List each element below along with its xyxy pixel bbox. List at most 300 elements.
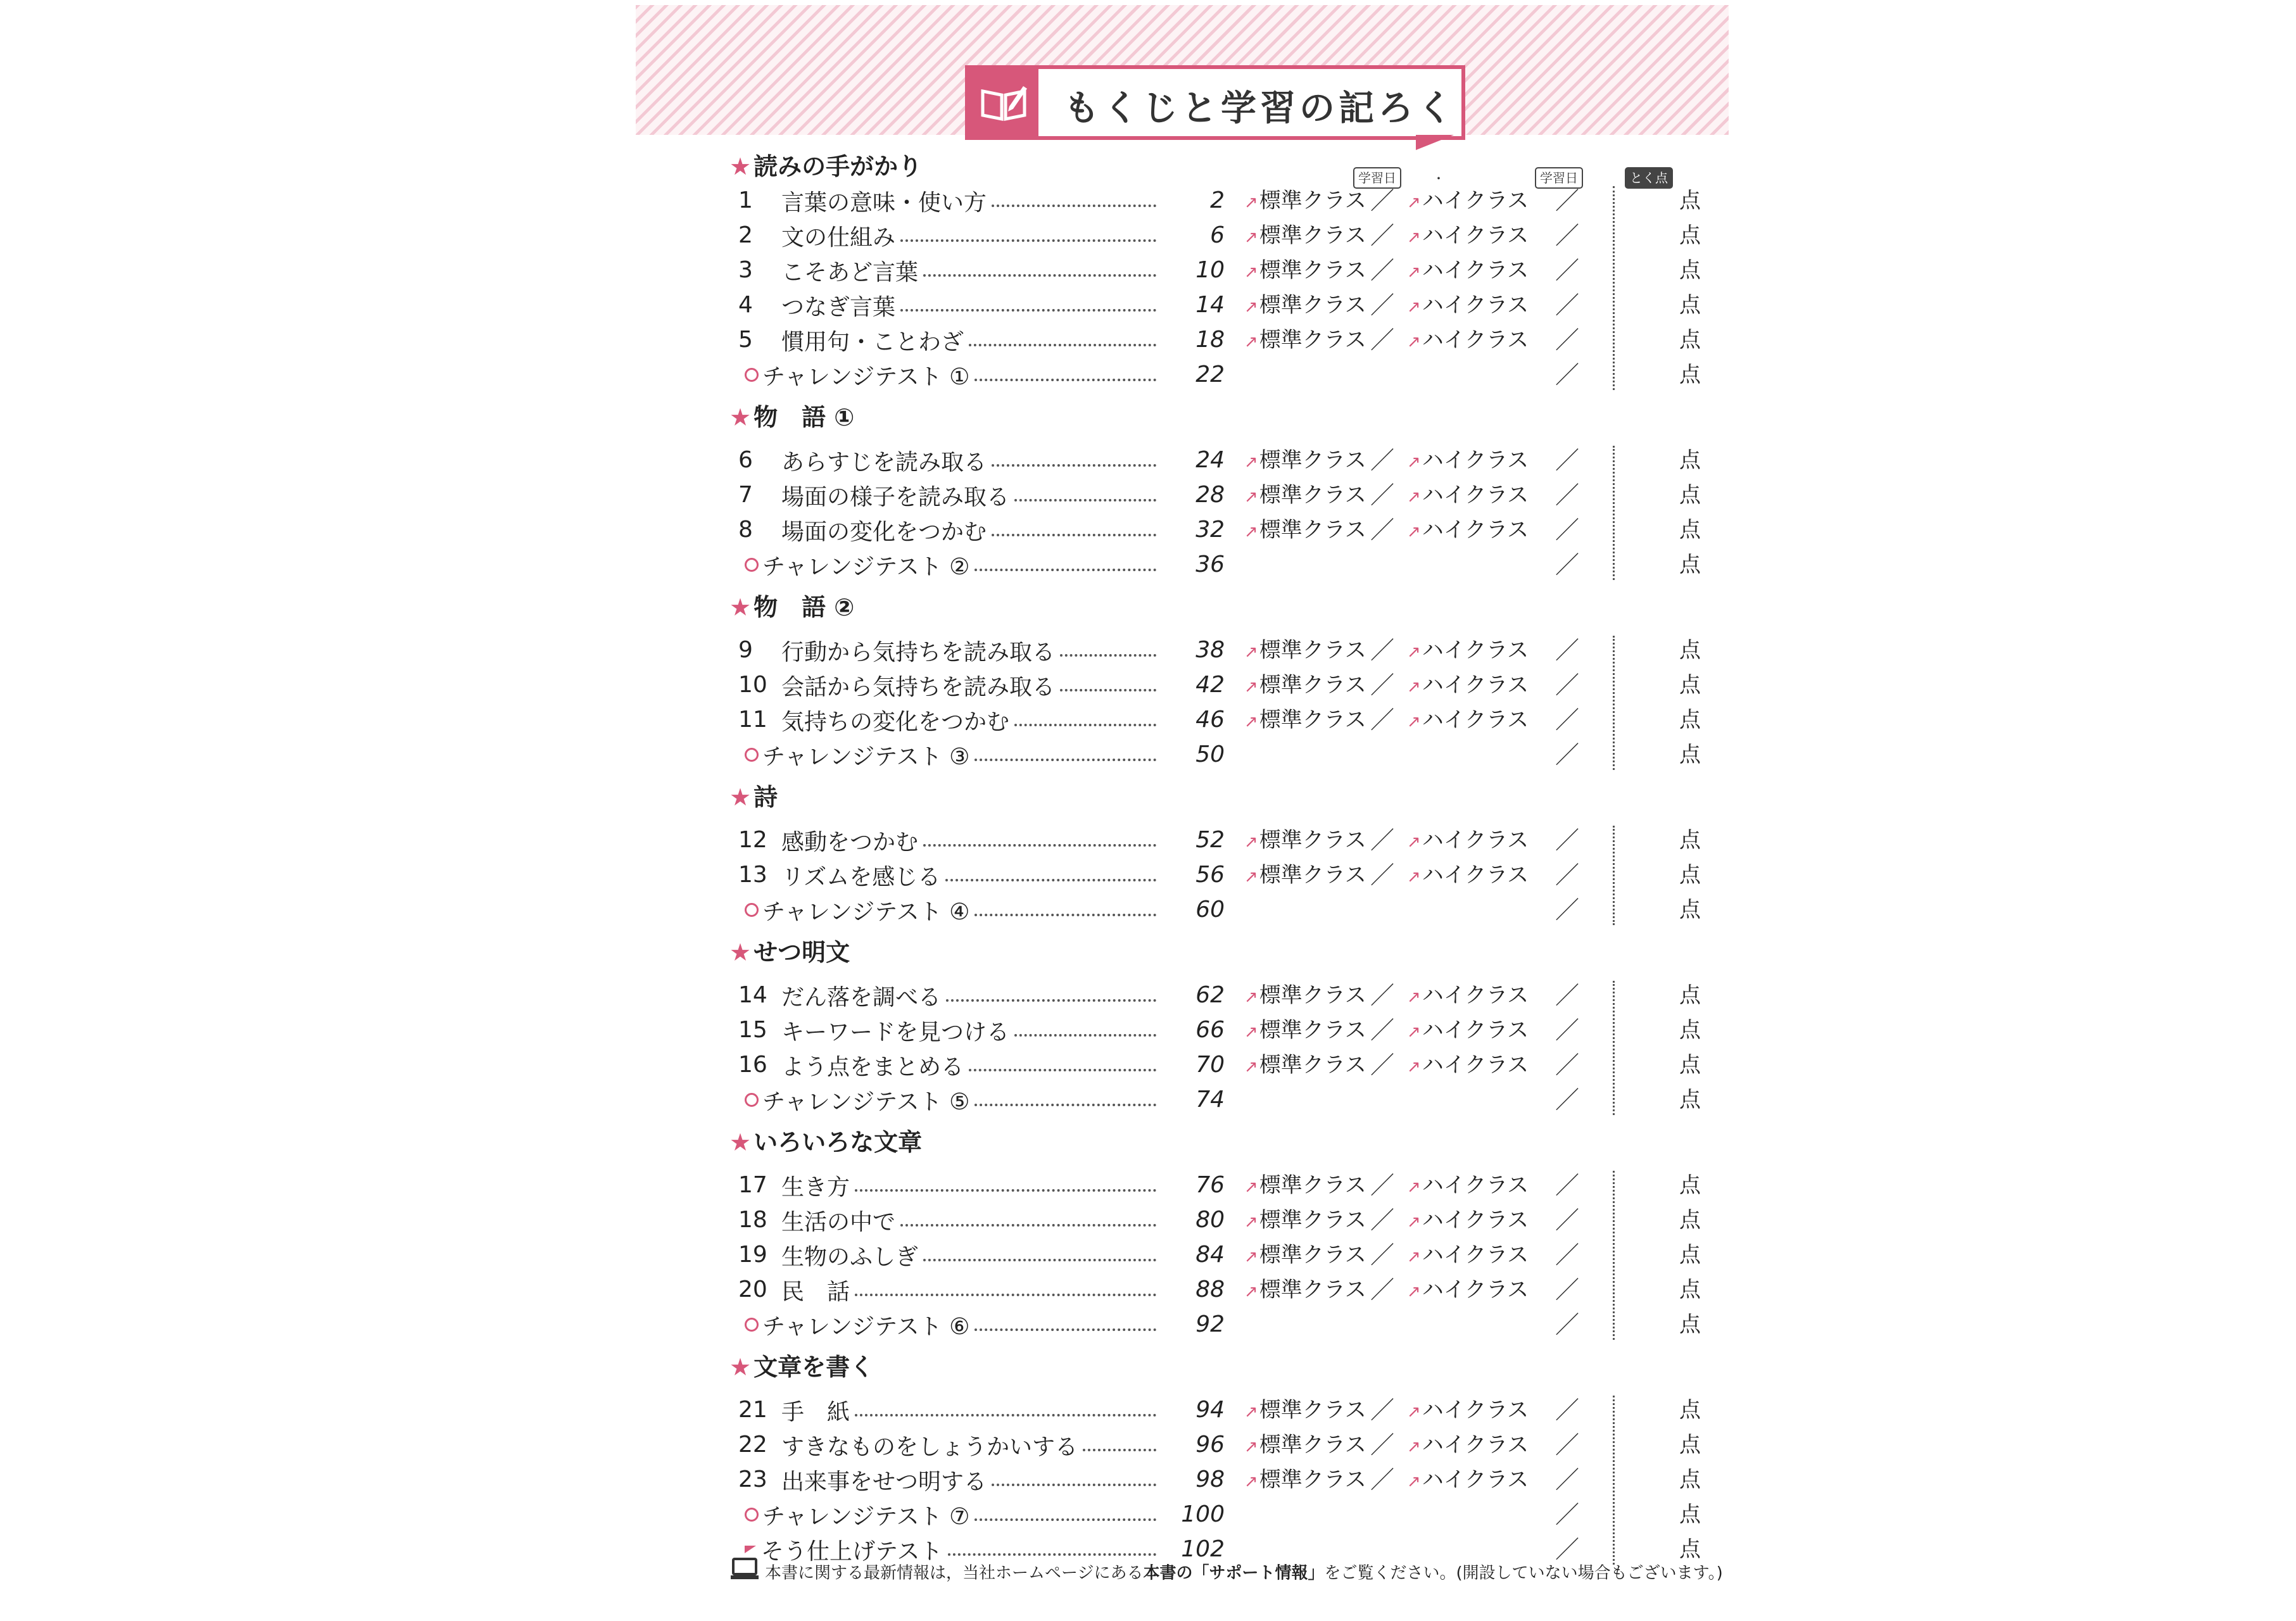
standard-class-label[interactable] [1244, 633, 1366, 669]
study-date-slash-high[interactable]: ／ [1555, 861, 1580, 889]
footer-text-3: をご覧ください。(開設していない場合もございます。) [1324, 1563, 1723, 1583]
lesson-number: 9 [738, 637, 753, 663]
lesson-row[interactable] [636, 1238, 1729, 1272]
study-date-slash-standard[interactable]: ／ [1370, 291, 1395, 319]
score-point[interactable]: 点 [1679, 1467, 1701, 1492]
lesson-number: 14 [738, 982, 767, 1008]
standard-class-label-text: 標準クラス [1259, 1208, 1366, 1233]
challenge-test-row[interactable] [636, 893, 1729, 927]
standard-class-label[interactable] [1244, 1273, 1366, 1309]
lesson-title: チャレンジテスト ② [762, 553, 970, 580]
title-box [965, 65, 1465, 140]
standard-class-label[interactable] [1244, 1013, 1366, 1049]
lesson-row[interactable] [636, 823, 1729, 857]
dot-leader [948, 1553, 1156, 1556]
check-tick-icon: ↗ [1244, 1057, 1258, 1076]
check-tick-icon: ↗ [1407, 867, 1421, 886]
score-point[interactable]: 点 [1679, 293, 1701, 318]
challenge-test-row[interactable] [636, 358, 1729, 392]
notebook-pencil-icon [969, 69, 1038, 136]
lesson-title-cell [745, 1498, 1161, 1532]
check-tick-icon: ↗ [1244, 643, 1258, 662]
score-point[interactable]: 点 [1679, 897, 1701, 923]
study-date-slash-high[interactable]: ／ [1555, 896, 1580, 924]
study-date-slash-high[interactable]: ／ [1555, 1276, 1580, 1304]
study-date-slash-high[interactable]: ／ [1555, 1241, 1580, 1269]
lesson-row[interactable] [636, 1463, 1729, 1497]
score-point[interactable]: 点 [1679, 188, 1701, 213]
study-date-slash-high[interactable]: ／ [1555, 1206, 1580, 1234]
score-divider-line [1613, 186, 1615, 390]
study-date-slash-high[interactable]: ／ [1555, 826, 1580, 854]
lesson-title-cell [781, 288, 1161, 322]
study-date-slash-standard[interactable]: ／ [1370, 1276, 1395, 1304]
high-class-label[interactable] [1407, 1238, 1529, 1274]
standard-class-label-text: 標準クラス [1259, 828, 1366, 853]
study-date-slash-standard[interactable]: ／ [1370, 636, 1395, 664]
study-date-slash-high[interactable]: ／ [1555, 1171, 1580, 1199]
study-date-slash-standard[interactable]: ／ [1370, 1466, 1395, 1494]
study-date-slash-high[interactable]: ／ [1555, 326, 1580, 354]
high-class-label[interactable] [1407, 1168, 1529, 1204]
study-date-slash-high[interactable]: ／ [1555, 1536, 1580, 1563]
lesson-row[interactable] [636, 1393, 1729, 1427]
computer-icon [731, 1558, 759, 1589]
dot-leader [975, 914, 1156, 916]
score-point[interactable]: 点 [1679, 1208, 1701, 1233]
study-date-slash-high[interactable]: ／ [1555, 446, 1580, 474]
lesson-row[interactable] [636, 218, 1729, 253]
lesson-title: 生き方 [781, 1174, 850, 1201]
study-date-slash-standard[interactable]: ／ [1370, 861, 1395, 889]
check-tick-icon: ↗ [1407, 988, 1421, 1007]
page-number: 96 [1195, 1432, 1225, 1458]
high-class-label-text: ハイクラス [1422, 293, 1529, 318]
dot-leader [992, 1484, 1156, 1486]
study-date-slash-standard[interactable]: ／ [1370, 481, 1395, 509]
score-point[interactable]: 点 [1679, 707, 1701, 733]
challenge-test-row[interactable] [636, 738, 1729, 772]
dot-leader [923, 844, 1156, 847]
standard-class-label[interactable] [1244, 1463, 1366, 1499]
score-point[interactable]: 点 [1679, 638, 1701, 663]
study-day-tag-high: 学習日 [1535, 167, 1583, 189]
lesson-title-cell [781, 1463, 1161, 1497]
section-title: 物 語 ② [754, 593, 855, 621]
lesson-row[interactable] [636, 478, 1729, 512]
study-date-slash-high[interactable]: ／ [1555, 361, 1580, 389]
high-class-label[interactable] [1407, 823, 1529, 859]
dot-leader [945, 879, 1156, 881]
high-class-label[interactable] [1407, 184, 1529, 220]
study-date-slash-standard[interactable]: ／ [1370, 1016, 1395, 1044]
star-icon: ★ [729, 1128, 752, 1156]
standard-class-label-text: 標準クラス [1259, 258, 1366, 283]
standard-class-label[interactable] [1244, 703, 1366, 739]
standard-class-label-text: 標準クラス [1259, 517, 1366, 543]
score-point[interactable]: 点 [1679, 1502, 1701, 1527]
lesson-row[interactable] [636, 288, 1729, 322]
lesson-row[interactable] [636, 443, 1729, 477]
check-tick-icon: ↗ [1244, 298, 1258, 317]
section-title: 文章を書く [754, 1353, 874, 1381]
high-class-label-text: ハイクラス [1422, 483, 1529, 508]
high-class-label[interactable] [1407, 668, 1529, 704]
high-class-label[interactable] [1407, 513, 1529, 549]
standard-class-label[interactable] [1244, 858, 1366, 894]
study-date-slash-standard[interactable]: ／ [1370, 256, 1395, 284]
score-point[interactable]: 点 [1679, 1173, 1701, 1198]
score-point[interactable]: 点 [1679, 517, 1701, 543]
study-date-slash-standard[interactable]: ／ [1370, 1051, 1395, 1079]
lesson-title: 場面の変化をつかむ [781, 519, 987, 545]
high-class-label[interactable] [1407, 443, 1529, 479]
lesson-title: 場面の様子を読み取る [781, 484, 1010, 510]
dot-leader [1060, 689, 1156, 691]
lesson-title-cell [745, 1308, 1161, 1342]
study-date-slash-standard[interactable]: ／ [1370, 1206, 1395, 1234]
page-number: 88 [1195, 1277, 1225, 1302]
standard-class-label-text: 標準クラス [1259, 223, 1366, 248]
standard-class-label[interactable] [1244, 978, 1366, 1014]
lesson-row[interactable] [636, 1013, 1729, 1047]
lesson-number: 12 [738, 827, 767, 853]
high-class-label[interactable] [1407, 478, 1529, 514]
score-point[interactable]: 点 [1679, 552, 1701, 577]
study-date-slash-high[interactable]: ／ [1555, 741, 1580, 769]
score-point[interactable]: 点 [1679, 1018, 1701, 1043]
standard-class-label[interactable] [1244, 1238, 1366, 1274]
lesson-title-cell [781, 703, 1161, 737]
challenge-test-row[interactable] [636, 1308, 1729, 1342]
check-tick-icon: ↗ [1407, 1057, 1421, 1076]
score-divider-line [1613, 636, 1615, 770]
check-tick-icon: ↗ [1244, 1403, 1258, 1422]
star-icon: ★ [729, 783, 752, 811]
challenge-test-row[interactable] [636, 1498, 1729, 1532]
lesson-title: チャレンジテスト ④ [762, 899, 970, 925]
high-class-label-text: ハイクラス [1422, 1467, 1529, 1492]
page-number: 42 [1195, 672, 1225, 698]
standard-class-label[interactable] [1244, 1048, 1366, 1084]
study-date-slash-high[interactable]: ／ [1555, 1431, 1580, 1459]
score-point[interactable]: 点 [1679, 1052, 1701, 1078]
lesson-title-cell [781, 478, 1161, 512]
dot-leader [992, 464, 1156, 467]
standard-class-label-text: 標準クラス [1259, 638, 1366, 663]
standard-class-label-text: 標準クラス [1259, 672, 1366, 698]
study-date-slash-standard[interactable]: ／ [1370, 222, 1395, 249]
standard-class-label[interactable] [1244, 288, 1366, 324]
dot-leader [969, 1069, 1156, 1071]
score-point[interactable]: 点 [1679, 448, 1701, 473]
high-class-label[interactable] [1407, 703, 1529, 739]
study-date-slash-high[interactable]: ／ [1555, 256, 1580, 284]
high-class-label[interactable] [1407, 218, 1529, 255]
lesson-row[interactable] [636, 668, 1729, 702]
score-point[interactable]: 点 [1679, 862, 1701, 888]
footer-support-link[interactable]: 本書の「サポート情報」 [1143, 1563, 1325, 1583]
dot-leader [1014, 724, 1156, 726]
lesson-title-cell [781, 443, 1161, 477]
standard-class-label[interactable] [1244, 184, 1366, 220]
high-class-label[interactable] [1407, 253, 1529, 289]
lesson-number: 13 [738, 862, 767, 888]
high-class-label[interactable] [1407, 1428, 1529, 1464]
standard-class-label[interactable] [1244, 1203, 1366, 1239]
score-point[interactable]: 点 [1679, 1432, 1701, 1458]
lesson-number: 1 [738, 187, 753, 213]
lesson-number: 19 [738, 1242, 767, 1268]
score-point[interactable]: 点 [1679, 983, 1701, 1008]
lesson-row[interactable] [636, 323, 1729, 357]
lesson-row[interactable] [636, 513, 1729, 547]
lesson-title-cell [781, 513, 1161, 547]
lesson-title-cell [781, 633, 1161, 667]
lesson-row[interactable] [636, 1428, 1729, 1462]
check-tick-icon: ↗ [1407, 228, 1421, 247]
score-point[interactable]: 点 [1679, 1087, 1701, 1113]
section-title: せつ明文 [754, 938, 850, 966]
lesson-title-cell [781, 184, 1161, 218]
study-date-slash-high[interactable]: ／ [1555, 1311, 1580, 1339]
high-class-label-text: ハイクラス [1422, 638, 1529, 663]
page-number: 66 [1195, 1017, 1225, 1043]
score-point[interactable]: 点 [1679, 327, 1701, 353]
study-date-slash-standard[interactable]: ／ [1370, 826, 1395, 854]
page-number: 28 [1195, 482, 1225, 508]
score-point[interactable]: 点 [1679, 483, 1701, 508]
study-date-slash-standard[interactable]: ／ [1370, 326, 1395, 354]
lesson-title: チャレンジテスト ⑥ [762, 1313, 970, 1340]
challenge-test-row[interactable] [636, 1083, 1729, 1117]
study-date-slash-high[interactable]: ／ [1555, 187, 1580, 215]
high-class-label-text: ハイクラス [1422, 1208, 1529, 1233]
target-icon [745, 903, 759, 917]
lesson-title: チャレンジテスト ⑤ [762, 1088, 970, 1115]
lesson-number: 22 [738, 1432, 767, 1458]
study-date-slash-standard[interactable]: ／ [1370, 1431, 1395, 1459]
lesson-row[interactable] [636, 978, 1729, 1012]
score-point[interactable]: 点 [1679, 1242, 1701, 1268]
study-date-slash-high[interactable]: ／ [1555, 516, 1580, 544]
lesson-title: よう点をまとめる [781, 1054, 964, 1080]
section-header [729, 590, 854, 624]
score-point[interactable]: 点 [1679, 1277, 1701, 1302]
lesson-title-cell [781, 1273, 1161, 1307]
page-number: 102 [1181, 1536, 1225, 1562]
high-class-label-text: ハイクラス [1422, 258, 1529, 283]
standard-class-label[interactable] [1244, 513, 1366, 549]
check-tick-icon: ↗ [1244, 1437, 1258, 1456]
dot-leader [975, 1104, 1156, 1106]
section-header [729, 149, 922, 184]
lesson-title: だん落を調べる [781, 984, 942, 1011]
high-class-label[interactable] [1407, 1463, 1529, 1499]
standard-class-label[interactable] [1244, 443, 1366, 479]
standard-class-label[interactable] [1244, 1428, 1366, 1464]
title-tail [1416, 135, 1454, 150]
star-icon: ★ [729, 1353, 752, 1381]
standard-class-label[interactable] [1244, 478, 1366, 514]
study-date-slash-standard[interactable]: ／ [1370, 516, 1395, 544]
high-class-label[interactable] [1407, 1273, 1529, 1309]
lesson-title-cell [781, 1238, 1161, 1272]
lesson-row[interactable] [636, 1168, 1729, 1202]
dot-leader [992, 534, 1156, 536]
check-tick-icon: ↗ [1244, 1213, 1258, 1232]
high-class-label[interactable] [1407, 858, 1529, 894]
score-point[interactable]: 点 [1679, 362, 1701, 388]
lesson-number: 6 [738, 447, 753, 473]
standard-class-label-text: 標準クラス [1259, 1467, 1366, 1492]
study-date-slash-standard[interactable]: ／ [1370, 1171, 1395, 1199]
lesson-row[interactable] [636, 1273, 1729, 1307]
study-date-slash-high[interactable]: ／ [1555, 1086, 1580, 1114]
score-point[interactable]: 点 [1679, 223, 1701, 248]
high-class-label[interactable] [1407, 1013, 1529, 1049]
footer-note [731, 1558, 1723, 1589]
study-date-slash-high[interactable]: ／ [1555, 1466, 1580, 1494]
dot-leader [855, 1189, 1156, 1192]
study-date-slash-standard[interactable]: ／ [1370, 671, 1395, 699]
standard-class-label[interactable] [1244, 668, 1366, 704]
standard-class-label-text: 標準クラス [1259, 983, 1366, 1008]
lesson-title: チャレンジテスト ③ [762, 743, 970, 770]
target-icon [745, 368, 759, 382]
high-class-label-text: ハイクラス [1422, 828, 1529, 853]
score-point[interactable]: 点 [1679, 828, 1701, 853]
study-date-slash-high[interactable]: ／ [1555, 222, 1580, 249]
score-point[interactable]: 点 [1679, 672, 1701, 698]
study-date-slash-high[interactable]: ／ [1555, 671, 1580, 699]
lesson-number: 5 [738, 327, 753, 353]
high-class-label[interactable] [1407, 1203, 1529, 1239]
check-tick-icon: ↗ [1244, 1472, 1258, 1491]
check-tick-icon: ↗ [1407, 263, 1421, 282]
lesson-number: 10 [738, 672, 767, 698]
lesson-row[interactable] [636, 184, 1729, 218]
standard-class-label-text: 標準クラス [1259, 327, 1366, 353]
dot-leader [975, 759, 1156, 761]
page-number: 14 [1195, 292, 1225, 318]
lesson-title-cell [781, 1048, 1161, 1082]
challenge-test-row[interactable] [636, 548, 1729, 582]
lesson-row[interactable] [636, 858, 1729, 892]
star-icon: ★ [729, 403, 752, 431]
study-date-slash-high[interactable]: ／ [1555, 706, 1580, 734]
standard-class-label[interactable] [1244, 323, 1366, 359]
page-number: 70 [1195, 1052, 1225, 1078]
standard-class-label[interactable] [1244, 253, 1366, 289]
check-tick-icon: ↗ [1244, 263, 1258, 282]
lesson-title: こそあど言葉 [781, 259, 919, 286]
score-point[interactable]: 点 [1679, 1397, 1701, 1423]
study-date-slash-standard[interactable]: ／ [1370, 981, 1395, 1009]
high-class-label[interactable] [1407, 978, 1529, 1014]
score-point[interactable]: 点 [1679, 258, 1701, 283]
page-number: 2 [1210, 187, 1225, 213]
study-date-slash-high[interactable]: ／ [1555, 291, 1580, 319]
high-class-label[interactable] [1407, 1048, 1529, 1084]
lesson-title-cell [781, 823, 1161, 857]
section-header [729, 1125, 922, 1159]
page-title: もくじと学習の記ろく [1064, 88, 1456, 129]
score-point[interactable]: 点 [1679, 1312, 1701, 1337]
study-date-slash-standard[interactable]: ／ [1370, 1396, 1395, 1424]
high-class-label[interactable] [1407, 288, 1529, 324]
high-class-label[interactable] [1407, 323, 1529, 359]
study-date-slash-high[interactable]: ／ [1555, 1501, 1580, 1529]
page-number: 94 [1195, 1397, 1225, 1423]
target-icon [745, 748, 759, 762]
page-number: 92 [1195, 1311, 1225, 1337]
section-header [729, 780, 778, 814]
standard-class-label[interactable] [1244, 1393, 1366, 1429]
high-class-label[interactable] [1407, 633, 1529, 669]
study-date-slash-high[interactable]: ／ [1555, 1396, 1580, 1424]
lesson-title: チャレンジテスト ⑦ [762, 1503, 970, 1530]
lesson-row[interactable] [636, 703, 1729, 737]
dot-leader [900, 1224, 1156, 1227]
study-date-slash-high[interactable]: ／ [1555, 636, 1580, 664]
standard-class-label[interactable] [1244, 823, 1366, 859]
study-date-slash-standard[interactable]: ／ [1370, 706, 1395, 734]
study-date-slash-high[interactable]: ／ [1555, 981, 1580, 1009]
study-date-slash-high[interactable]: ／ [1555, 481, 1580, 509]
lesson-number: 4 [738, 292, 753, 318]
high-class-label-text: ハイクラス [1422, 1397, 1529, 1423]
lesson-title-cell [781, 1393, 1161, 1427]
standard-class-label-text: 標準クラス [1259, 1173, 1366, 1198]
study-day-tag-standard: 学習日 [1353, 167, 1401, 189]
lesson-row[interactable] [636, 253, 1729, 287]
check-tick-icon: ↗ [1244, 867, 1258, 886]
high-class-label-text: ハイクラス [1422, 1018, 1529, 1043]
check-tick-icon: ↗ [1407, 833, 1421, 852]
lesson-number: 3 [738, 257, 753, 283]
high-class-label[interactable] [1407, 1393, 1529, 1429]
score-point[interactable]: 点 [1679, 1537, 1701, 1562]
dot-leader [923, 274, 1156, 277]
study-date-slash-high[interactable]: ／ [1555, 1016, 1580, 1044]
score-point[interactable]: 点 [1679, 742, 1701, 767]
lesson-title-cell [745, 358, 1161, 392]
study-date-slash-high[interactable]: ／ [1555, 551, 1580, 579]
standard-class-label-text: 標準クラス [1259, 483, 1366, 508]
page-number: 36 [1195, 552, 1225, 577]
section-title: いろいろな文章 [754, 1128, 923, 1156]
study-date-slash-high[interactable]: ／ [1555, 1051, 1580, 1079]
standard-class-label[interactable] [1244, 218, 1366, 255]
lesson-number: 20 [738, 1277, 767, 1302]
check-tick-icon: ↗ [1244, 1282, 1258, 1301]
lesson-row[interactable] [636, 1048, 1729, 1082]
dot-leader [923, 1259, 1156, 1261]
lesson-title: 慣用句・ことわざ [781, 329, 964, 355]
study-date-slash-standard[interactable]: ／ [1370, 1241, 1395, 1269]
study-date-slash-standard[interactable]: ／ [1370, 187, 1395, 215]
star-icon: ★ [729, 938, 752, 966]
lesson-row[interactable] [636, 1203, 1729, 1237]
standard-class-label-text: 標準クラス [1259, 1018, 1366, 1043]
lesson-title: チャレンジテスト ① [762, 363, 970, 390]
standard-class-label[interactable] [1244, 1168, 1366, 1204]
lesson-row[interactable] [636, 633, 1729, 667]
high-class-label-text: ハイクラス [1422, 188, 1529, 213]
study-date-slash-standard[interactable]: ／ [1370, 446, 1395, 474]
lesson-title: キーワードを見つける [781, 1019, 1010, 1045]
